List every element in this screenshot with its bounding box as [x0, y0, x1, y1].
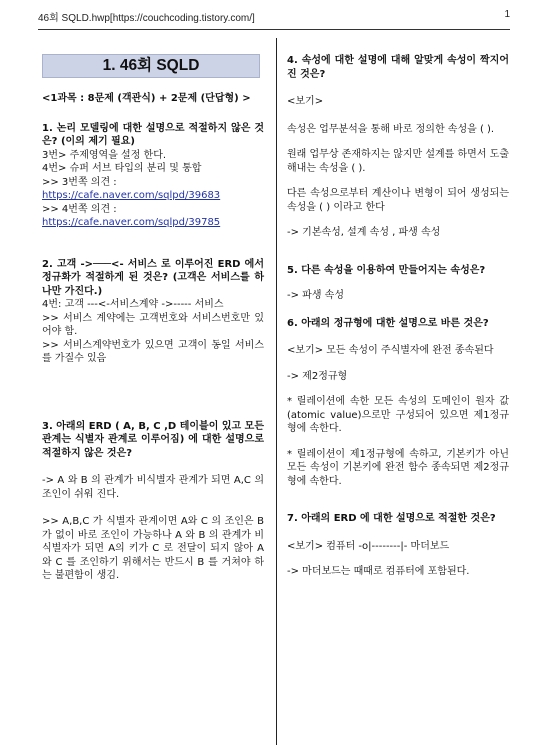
- right-column: [287, 54, 509, 579]
- q7-answer: -> 마더보드는 때때로 컴퓨터에 포함된다.: [287, 566, 470, 577]
- q3-answer-1: -> A 와 B 의 관계가 비식별자 관계가 되면 A,C 의 조인이 쉬워 진다.: [42, 475, 264, 500]
- q3-answer-2: >> A,B,C 가 식별자 관계이면 A와 C 의 조인은 B 가 없이 바로 조인이 가능하나 A 와 B 의 관계가 비식별자가 되면 A의 키가 C 로 전달이 되지 않아 A와 C 를 조인하기 위해서는 반드시 B 를 거쳐야 하는 불편함이 생김.: [42, 516, 264, 581]
- q1-opinion-3-link[interactable]: https://cafe.naver.com/sqlpd/39683: [42, 190, 221, 201]
- section-title: 1. 46회 SQLD: [102, 57, 200, 75]
- q1-line-4: [42, 203, 264, 230]
- q4-box-label: <보기>: [287, 96, 324, 107]
- question-4: 4. 속성에 대한 설명에 대해 알맞게 속성이 짝지어진 것은?: [287, 55, 509, 80]
- q1-opinion-4-link[interactable]: https://cafe.naver.com/sqlpd/39785: [42, 217, 221, 228]
- question-2: 2. 고객 ->───<- 서비스 로 이루어진 ERD 에서 정규화가 적절하게 된 것은? (고객은 서비스를 하나만 가진다.): [42, 258, 264, 297]
- document-title: 46회 SQLD.hwp[https://couchcoding.tistory.com/]: [38, 13, 255, 24]
- q1-line-2: 4번> 슈퍼 서브 타입의 분리 및 통합: [42, 163, 202, 174]
- subject-summary: <1과목 : 8문제 (객관식) + 2문제 (단답형) >: [42, 93, 251, 104]
- q1-opinion-3-prefix: >> 3번쪽 의견 :: [42, 176, 117, 188]
- question-5: 5. 다른 속성을 이용하여 만들어지는 속성은?: [287, 264, 486, 276]
- page-header: [38, 9, 510, 24]
- q6-note-1: * 릴레이션에 속한 모든 속성의 도메인이 원자 값(atomic value)으로만 구성되어 있으면 제1정규형에 속한다.: [287, 396, 509, 434]
- header-rule: [38, 29, 510, 30]
- left-column: [42, 54, 264, 583]
- q4-answer: -> 기본속성, 설계 속성 , 파생 속성: [287, 227, 441, 238]
- q2-line-2: >> 서비스 계약에는 고객번호와 서비스번호만 있어야 함.: [42, 312, 264, 337]
- question-7: 7. 아래의 ERD 에 대한 설명으로 적절한 것은?: [287, 513, 496, 524]
- question-3: 3. 아래의 ERD ( A, B, C ,D 테이블이 있고 모든 관계는 식별자 관계로 이루어짐) 에 대한 설명으로 적절하지 않은 것은?: [42, 420, 264, 459]
- section-title-box: [42, 54, 260, 78]
- q1-opinion-4-prefix: >> 4번쪽 의견 :: [42, 203, 117, 215]
- q6-note-2: * 릴레이션이 제1정규형에 속하고, 기본키가 아닌 모든 속성이 기본키에 완전 함수 종속되면 제2정규형에 속한다.: [287, 448, 509, 487]
- q4-paragraph-2: 원래 업무상 존재하지는 않지만 설계를 하면서 도출해내는 속성을 ( ).: [287, 149, 509, 174]
- q1-line-3: [42, 176, 264, 203]
- q6-answer: -> 제2정규형: [287, 370, 348, 382]
- q6-box: <보기> 모든 속성이 주식별자에 완전 종속된다: [287, 345, 494, 356]
- question-6: 6. 아래의 정규형에 대한 설명으로 바른 것은?: [287, 317, 489, 329]
- q7-box: <보기> 컴퓨터 -o|--------|- 마더보드: [287, 540, 450, 552]
- column-divider: [276, 38, 277, 745]
- q1-line-1: 3번> 주제영역을 설정 한다.: [42, 149, 167, 161]
- q5-answer: -> 파생 속성: [287, 290, 344, 301]
- page-number: 1: [504, 9, 510, 20]
- q4-paragraph-3: 다른 속성으로부터 계산이나 변형이 되어 생성되는 속성을 ( ) 이라고 한다: [287, 188, 509, 213]
- q2-line-3: >> 서비스계약번호가 있으면 고객이 동일 서비스를 가질수 있음: [42, 339, 264, 364]
- question-1: 1. 논리 모델링에 대한 설명으로 적절하지 않은 것은? (이의 제기 필요): [42, 122, 264, 147]
- q4-paragraph-1: 속성은 업무분석을 통해 바로 정의한 속성을 ( ).: [287, 123, 495, 135]
- q2-line-1: 4번: 고객 ---<-서비스계약 ->----- 서비스: [42, 299, 224, 310]
